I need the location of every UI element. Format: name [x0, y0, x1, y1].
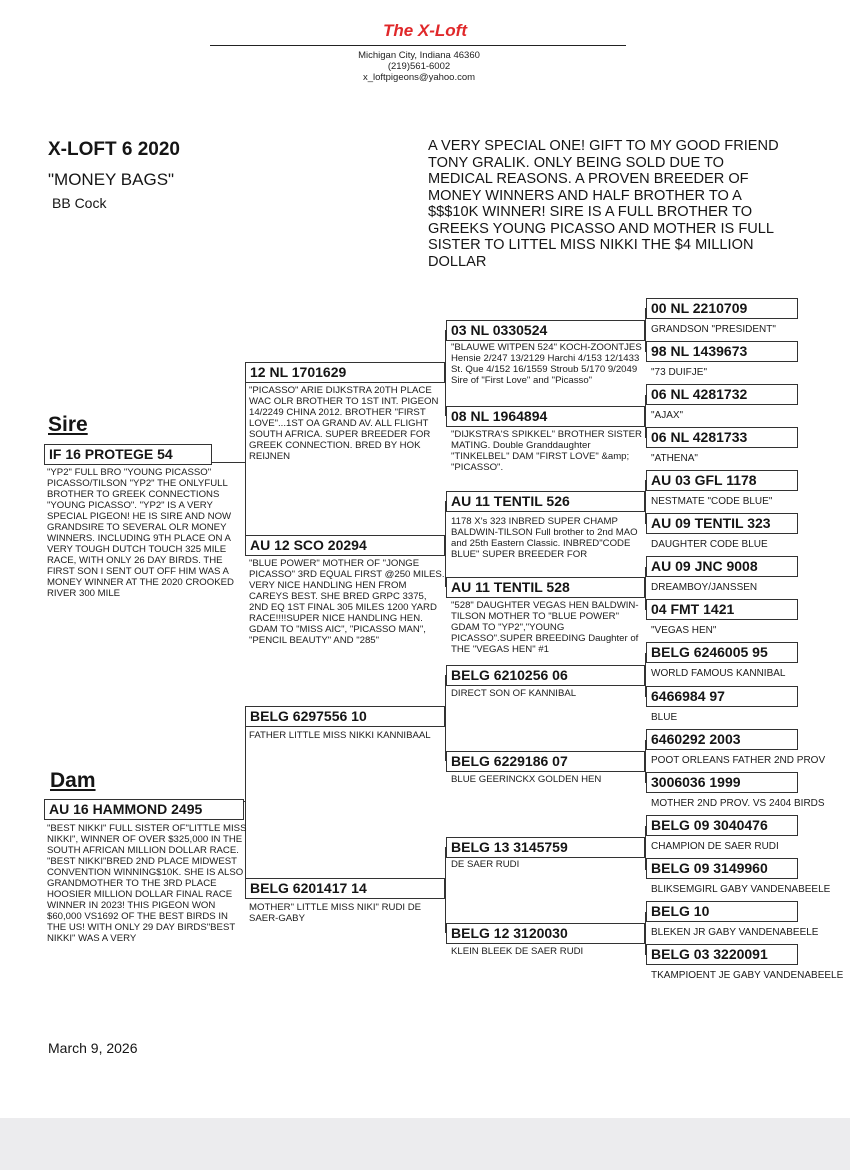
- gen2-notes: MOTHER" LITTLE MISS NIKI" RUDI DE SAER-GABY: [249, 902, 422, 924]
- loft-city: Michigan City, Indiana 46360: [358, 50, 480, 61]
- dam-heading: Dam: [50, 769, 96, 792]
- gen3-notes: BLUE GEERINCKX GOLDEN HEN: [451, 774, 602, 785]
- gen3-band: BELG 13 3145759: [446, 837, 645, 858]
- gen3-notes: DE SAER RUDI: [451, 859, 520, 870]
- gen4-caption: CHAMPION DE SAER RUDI: [651, 841, 779, 852]
- gen4-band: BELG 10: [646, 901, 798, 922]
- print-date: March 9, 2026: [48, 1040, 138, 1056]
- gen4-caption: NESTMATE "CODE BLUE": [651, 496, 773, 507]
- dam-band: AU 16 HAMMOND 2495: [44, 799, 244, 820]
- gen4-caption: GRANDSON "PRESIDENT": [651, 324, 776, 335]
- gen4-band: 06 NL 4281733: [646, 427, 798, 448]
- connector-line: [445, 847, 446, 933]
- sire-band: IF 16 PROTEGE 54: [44, 444, 212, 465]
- gen3-band: 08 NL 1964894: [446, 406, 645, 427]
- gen4-band: 3006036 1999: [646, 772, 798, 793]
- gen4-caption: BLIKSEMGIRL GABY VANDENABEELE: [651, 884, 831, 895]
- connector-line: [445, 330, 446, 416]
- gen4-caption: MOTHER 2ND PROV. VS 2404 BIRDS: [651, 798, 825, 809]
- connector-line: [445, 675, 446, 761]
- loft-logo-title: The X-Loft: [382, 21, 468, 40]
- gen3-notes: 1178 X's 323 INBRED SUPER CHAMP BALDWIN-TILSON Full brother to 2nd MAO and 25th Eastern Classic. INBRED"CODE BLUE" SUPER BREEDER FOR: [451, 516, 638, 560]
- connector-line: [445, 501, 446, 587]
- gen4-band: 6466984 97: [646, 686, 798, 707]
- gen4-band: BELG 03 3220091: [646, 944, 798, 965]
- gen3-notes: "528" DAUGHTER VEGAS HEN BALDWIN-TILSON MOTHER TO "BLUE POWER" GDAM TO "YP2","YOUNG PICASSO".SUPER BREEDING Daughter of THE "VEGAS HEN" #1: [451, 600, 639, 655]
- gen4-caption: "AJAX": [651, 410, 684, 421]
- gen2-notes: "BLUE POWER" MOTHER OF "JONGE PICASSO" 3RD EQUAL FIRST @250 MILES. VERY NICE HANDLING HEN FROM CAREYS BEST. SHE BRED GRPC 3375, 2ND EQ 1ST FINAL 305 MILES 1200 YARD RACE!!!!SUPER NICE HANDLING HEN. GDAM TO "MISS AIC", "PICASSO MAN", "PENCIL BEAUTY" AND "285": [249, 558, 445, 646]
- bird-sex-color: BB Cock: [52, 195, 107, 211]
- gen3-band: 03 NL 0330524: [446, 320, 645, 341]
- gen3-notes: KLEIN BLEEK DE SAER RUDI: [451, 946, 584, 957]
- gen3-notes: DIRECT SON OF KANNIBAL: [451, 688, 577, 699]
- gen4-band: 04 FMT 1421: [646, 599, 798, 620]
- gen3-notes: "DIJKSTRA'S SPIKKEL" BROTHER SISTER MATING. Double Granddaughter "TINKELBEL" DAM "FIRST LOVE" &amp; "PICASSO".: [451, 429, 642, 473]
- gen4-caption: BLEKEN JR GABY VANDENABEELE: [651, 927, 819, 938]
- gen4-band: BELG 09 3149960: [646, 858, 798, 879]
- gen3-band: BELG 6210256 06: [446, 665, 645, 686]
- gen4-caption: TKAMPIOENT JE GABY VANDENABEELE: [651, 970, 844, 981]
- scan-margin: [0, 1118, 850, 1170]
- gen2-band: BELG 6297556 10: [245, 706, 445, 727]
- gen3-notes: "BLAUWE WITPEN 524" KOCH-ZOONTJES Hensie 2/247 13/2129 Harchi 4/153 12/1433 St. Que 4/152 16/1559 Stroub 5/170 9/2049 Sire of "First Love" and "Picasso": [451, 342, 642, 386]
- sire-heading: Sire: [48, 413, 88, 436]
- gen3-band: BELG 6229186 07: [446, 751, 645, 772]
- gen4-caption: "VEGAS HEN": [651, 625, 717, 636]
- bird-description: A VERY SPECIAL ONE! GIFT TO MY GOOD FRIEND TONY GRALIK. ONLY BEING SOLD DUE TO MEDICAL REASONS. A PROVEN BREEDER OF MONEY WINNERS AND HALF BROTHER TO A $$$10K WINNER! SIRE IS A FULL BROTHER TO GREEKS YOUNG PICASSO AND MOTHER IS FULL SISTER TO LITTEL MISS NIKKI THE $4 MILLION DOLLAR: [428, 138, 779, 270]
- gen4-caption: WORLD FAMOUS KANNIBAL: [651, 668, 786, 679]
- gen4-band: 00 NL 2210709: [646, 298, 798, 319]
- gen4-caption: "73 DUIFJE": [651, 367, 708, 378]
- dam-notes: "BEST NIKKI" FULL SISTER OF"LITTLE MISS NIKKI", WINNER OF OVER $325,000 IN THE SOUTH AFRICAN MILLION DOLLAR RACE. "BEST NIKKI"BRED 2ND PLACE MIDWEST CONVENTION WINNING$10K. SHE IS ALSO GRANDMOTHER TO THE 3RD PLACE HOOSIER MILLION DOLLAR FINAL RACE WINNER IN 2023! THIS PIGEON WON $60,000 VS1692 OF THE BEST BIRDS IN THE US! WITH ONLY 29 DAY BIRDS"BEST NIKKI" WAS A VERY: [47, 823, 247, 944]
- gen2-band: BELG 6201417 14: [245, 878, 445, 899]
- gen2-notes: "PICASSO" ARIE DIJKSTRA 20TH PLACE WAC OLR BROTHER TO 1ST INT. PIGEON 14/2249 CHINA 2012. BROTHER "FIRST LOVE"...1ST OA GRAND AV. ALL FLIGHT SOUTH AFRICA. SUPER BREEDER FOR GREEK CONNECTION. BRED BY HOK REIJNEN: [249, 385, 439, 462]
- gen4-caption: DAUGHTER CODE BLUE: [651, 539, 768, 550]
- gen4-band: 6460292 2003: [646, 729, 798, 750]
- gen4-caption: "ATHENA": [651, 453, 698, 464]
- gen4-caption: DREAMBOY/JANSSEN: [651, 582, 758, 593]
- bird-name: "MONEY BAGS": [48, 170, 175, 189]
- gen3-band: AU 11 TENTIL 528: [446, 577, 645, 598]
- sire-notes: "YP2" FULL BRO "YOUNG PICASSO" PICASSO/TILSON "YP2" THE ONLYFULL BROTHER TO GREEK CONNECTIONS "YOUNG PICASSO". "YP2" IS A VERY SPECIAL PIGEON! HE IS SIRE AND NOW GRANDSIRE TO SEVERAL OLR MONEY WINNERS. INCLUDING 9TH PLACE ON A VERY TOUGH DUTCH TOUCH 325 MILE RACE, WITH ONLY 26 DAY BIRDS. THE FIRST SON I SENT OUT OFF HIM WAS A MONEY WINNER AT THE 2020 CROOKED RIVER 300 MILE: [47, 467, 234, 599]
- gen2-band: 12 NL 1701629: [245, 362, 445, 383]
- gen4-band: AU 09 TENTIL 323: [646, 513, 798, 534]
- gen3-band: AU 11 TENTIL 526: [446, 491, 645, 512]
- gen2-band: AU 12 SCO 20294: [245, 535, 445, 556]
- gen4-band: 98 NL 1439673: [646, 341, 798, 362]
- gen4-band: BELG 6246005 95: [646, 642, 798, 663]
- header-divider: [210, 45, 626, 46]
- gen4-band: AU 09 JNC 9008: [646, 556, 798, 577]
- connector-line: [212, 462, 245, 463]
- loft-phone: (219)561-6002: [387, 61, 451, 72]
- gen4-caption: BLUE: [651, 712, 678, 723]
- gen3-band: BELG 12 3120030: [446, 923, 645, 944]
- gen4-caption: POOT ORLEANS FATHER 2ND PROV: [651, 755, 826, 766]
- gen4-band: BELG 09 3040476: [646, 815, 798, 836]
- gen2-notes: FATHER LITTLE MISS NIKKI KANNIBAAL: [249, 730, 431, 741]
- loft-email: x_loftpigeons@yahoo.com: [362, 72, 476, 83]
- bird-band-id: X-LOFT 6 2020: [48, 139, 180, 160]
- gen4-band: 06 NL 4281732: [646, 384, 798, 405]
- gen4-band: AU 03 GFL 1178: [646, 470, 798, 491]
